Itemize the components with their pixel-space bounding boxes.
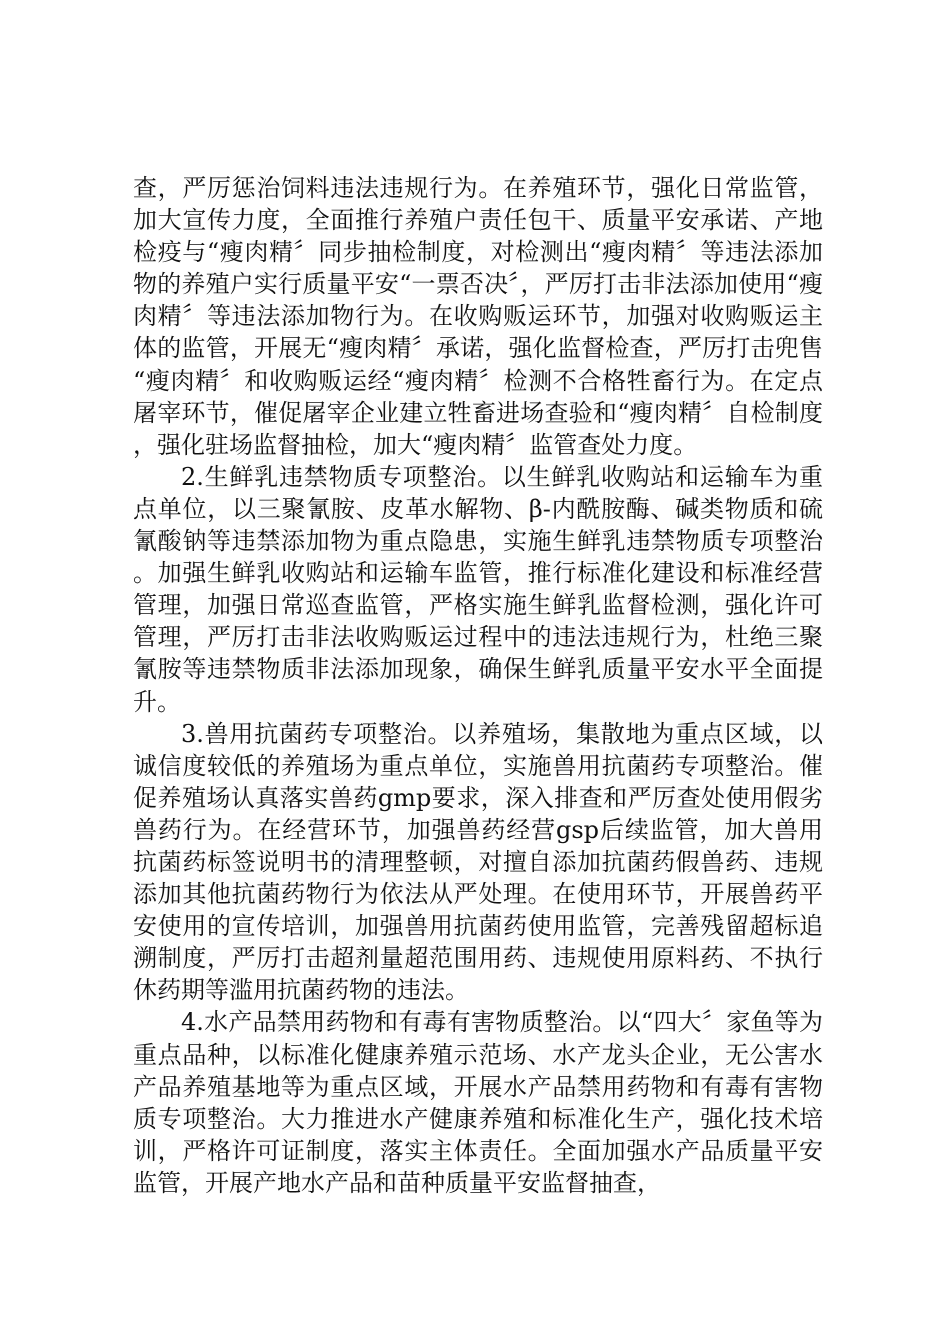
paragraph-raw-milk-rectification: 2.生鲜乳违禁物质专项整治。以生鲜乳收购站和运输车为重点单位，以三聚氰胺、皮革水解物、β-内酰胺酶、碱类物质和硫氰酸钠等违禁添加物为重点隐患，实施生鲜乳违禁物质专项整治。加强生鲜乳收购站和运输车监管，推行标准化建设和标准经营管理，加强日常巡查监管，严格实施生鲜乳监督检测，强化许可管理，严厉打击非法收购贩运过程中的违法违规行为，杜绝三聚氰胺等违禁物质非法添加现象，确保生鲜乳质量平安水平全面提升。 (133, 462, 823, 716)
paragraph-continuation-lean-meat-agent: 查，严厉惩治饲料违法违规行为。在养殖环节，强化日常监管，加大宣传力度，全面推行养殖户责任包干、质量平安承诺、产地检疫与“瘦肉精〞同步抽检制度，对检测出“瘦肉精〞等违法添加物的养殖户实行质量平安“一票否决〞，严厉打击非法添加使用“瘦肉精〞等违法添加物行为。在收购贩运环节，加强对收购贩运主体的监管，开展无“瘦肉精〞承诺，强化监督检查，严厉打击兜售“瘦肉精〞和收购贩运经“瘦肉精〞检测不合格牲畜行为。在定点屠宰环节，催促屠宰企业建立牲畜进场查验和“瘦肉精〞自检制度，强化驻场监督抽检，加大“瘦肉精〞监管查处力度。 (133, 174, 823, 459)
paragraph-veterinary-antibiotics: 3.兽用抗菌药专项整治。以养殖场，集散地为重点区域，以诚信度较低的养殖场为重点单位，实施兽用抗菌药专项整治。催促养殖场认真落实兽药gmp要求，深入排查和严厉查处使用假劣兽药行为。在经营环节，加强兽药经营gsp后续监管，加大兽用抗菌药标签说明书的清理整顿，对擅自添加抗菌药假兽药、违规添加其他抗菌药物行为依法从严处理。在使用环节，开展兽药平安使用的宣传培训，加强兽用抗菌药使用监管，完善残留超标追溯制度，严厉打击超剂量超范围用药、违规使用原料药、不执行休药期等滥用抗菌药物的违法。 (133, 719, 823, 1005)
paragraph-aquatic-products: 4.水产品禁用药物和有毒有害物质整治。以“四大〞家鱼等为重点品种，以标准化健康养殖示范场、水产龙头企业，无公害水产品养殖基地等为重点区域，开展水产品禁用药物和有毒有害物质专项整治。大力推进水产健康养殖和标准化生产，强化技术培训，严格许可证制度，落实主体责任。全面加强水产品质量平安监管，开展产地水产品和苗种质量平安监督抽查， (133, 1008, 823, 1197)
document-body (133, 172, 823, 1199)
